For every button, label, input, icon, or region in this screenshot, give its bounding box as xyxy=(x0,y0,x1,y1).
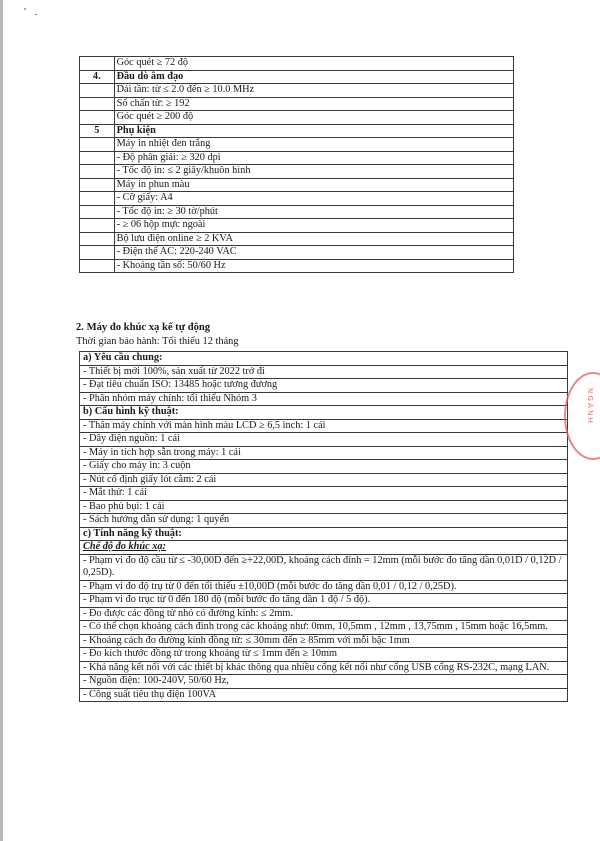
spec-cell: - Công suất tiêu thụ điện 100VA xyxy=(80,688,568,702)
table-row xyxy=(80,392,568,406)
table-row xyxy=(80,473,568,487)
spec-cell: - Phạm vi đo trục từ 0 đến 180 độ (mỗi bước đo tăng dần 1 độ / 5 độ). xyxy=(80,594,568,608)
row-number xyxy=(80,97,115,111)
spec-cell: Góc quét ≥ 200 độ xyxy=(114,111,513,125)
spec-cell: - Đo kích thước đồng tử trong khoảng từ ≤ 1mm đến ≥ 10mm xyxy=(80,648,568,662)
table-row xyxy=(80,124,514,138)
table-row xyxy=(80,97,514,111)
subsection-title-cell: Chế độ đo khúc xạ: xyxy=(80,541,568,555)
table-row xyxy=(80,487,568,501)
row-number xyxy=(80,57,115,71)
section-title-cell: b) Cấu hình kỹ thuật: xyxy=(80,406,568,420)
table-row xyxy=(80,70,514,84)
spec-cell: - Đạt tiêu chuẩn ISO: 13485 hoặc tương đương xyxy=(80,379,568,393)
table-row xyxy=(80,580,568,594)
spec-cell: - Có thể chọn khoảng cách đỉnh trong các khoảng như: 0mm, 10,5mm , 12mm , 13,75mm , 15mm hoặc 16,5mm. xyxy=(80,621,568,635)
table-row xyxy=(80,205,514,219)
table-row xyxy=(80,219,514,233)
spec-cell: - Bao phủ bụi: 1 cái xyxy=(80,500,568,514)
row-number xyxy=(80,219,115,233)
table-row xyxy=(80,138,514,152)
table-row xyxy=(80,178,514,192)
table-row xyxy=(80,406,568,420)
spec-cell: - Đo được các đồng tử nhỏ có đường kính: ≤ 2mm. xyxy=(80,607,568,621)
section-title-cell: a) Yêu cầu chung: xyxy=(80,352,568,366)
section-title-cell: Phụ kiện xyxy=(114,124,513,138)
scan-edge xyxy=(0,0,3,841)
spec-cell: - Thân máy chính với màn hình màu LCD ≥ 6,5 inch: 1 cái xyxy=(80,419,568,433)
section-heading: 2. Máy đo khúc xạ kế tự động xyxy=(76,322,211,333)
table-row xyxy=(80,648,568,662)
row-number xyxy=(80,165,115,179)
spec-table-refractometer xyxy=(79,351,568,702)
row-number: 5 xyxy=(80,124,115,138)
spec-cell: Số chấn tử: ≥ 192 xyxy=(114,97,513,111)
spec-cell: Máy in phun màu xyxy=(114,178,513,192)
spec-cell: - Khoảng tần số: 50/60 Hz xyxy=(114,259,513,273)
spec-cell: - Cỡ giấy: A4 xyxy=(114,192,513,206)
row-number xyxy=(80,138,115,152)
table-row xyxy=(80,500,568,514)
spec-cell: Máy in nhiệt đen trắng xyxy=(114,138,513,152)
spec-cell: - Tốc độ in: ≥ 30 tờ/phút xyxy=(114,205,513,219)
table-row xyxy=(80,527,568,541)
spec-cell: - Sách hướng dẫn sử dụng: 1 quyển xyxy=(80,514,568,528)
spec-table-body xyxy=(80,57,514,273)
table-row xyxy=(80,675,568,689)
table-row xyxy=(80,460,568,474)
row-number xyxy=(80,192,115,206)
spec-table-body xyxy=(80,352,568,702)
table-row xyxy=(80,352,568,366)
table-row xyxy=(80,541,568,555)
row-number xyxy=(80,84,115,98)
spec-cell: - Phạm vi đo độ cầu từ ≤ -30,00D đến ≥+22,00D, khoảng cách đỉnh = 12mm (mỗi bước đo tăng dần 0,01D / 0,12D / 0,25D). xyxy=(80,554,568,580)
corner-mark: ' . xyxy=(24,6,41,18)
table-row xyxy=(80,634,568,648)
table-row xyxy=(80,379,568,393)
table-row xyxy=(80,607,568,621)
table-row xyxy=(80,661,568,675)
table-row xyxy=(80,246,514,260)
table-row xyxy=(80,151,514,165)
spec-cell: - Phạm vi đo độ trụ từ 0 đến tối thiểu ±10,00D (mỗi bước đo tăng dần 0,01 / 0,12 / 0,25D). xyxy=(80,580,568,594)
spec-cell: - Thiết bị mới 100%, sản xuất từ 2022 trở đi xyxy=(80,365,568,379)
spec-cell: - Nguồn điện: 100-240V, 50/60 Hz, xyxy=(80,675,568,689)
table-row xyxy=(80,446,568,460)
table-row xyxy=(80,84,514,98)
row-number xyxy=(80,232,115,246)
spec-cell: - Tốc độ in: ≤ 2 giây/khuôn hình xyxy=(114,165,513,179)
table-row xyxy=(80,57,514,71)
row-number xyxy=(80,205,115,219)
stamp-lettering: N G À N H xyxy=(586,388,594,423)
spec-cell: Góc quét ≥ 72 độ xyxy=(114,57,513,71)
row-number xyxy=(80,178,115,192)
table-row xyxy=(80,554,568,580)
table-row xyxy=(80,621,568,635)
table-row xyxy=(80,433,568,447)
warranty-text: Thời gian bảo hành: Tối thiểu 12 tháng xyxy=(76,336,239,347)
row-number: 4. xyxy=(80,70,115,84)
row-number xyxy=(80,111,115,125)
spec-table-ultrasound xyxy=(79,56,514,273)
row-number xyxy=(80,151,115,165)
table-row xyxy=(80,259,514,273)
spec-cell: - Độ phân giải: ≥ 320 dpi xyxy=(114,151,513,165)
row-number xyxy=(80,259,115,273)
spec-cell: - Dây điện nguồn: 1 cái xyxy=(80,433,568,447)
table-row xyxy=(80,594,568,608)
spec-cell: - ≥ 06 hộp mực ngoài xyxy=(114,219,513,233)
section-title-cell: Đầu dò âm đạo xyxy=(114,70,513,84)
table-row xyxy=(80,688,568,702)
table-row xyxy=(80,419,568,433)
section-title-cell: c) Tính năng kỹ thuật: xyxy=(80,527,568,541)
red-seal-stamp xyxy=(564,372,600,460)
spec-cell: Dải tần: từ ≤ 2.0 đến ≥ 10.0 MHz xyxy=(114,84,513,98)
spec-cell: - Mắt thử: 1 cái xyxy=(80,487,568,501)
spec-cell: - Khoảng cách đo đường kính đồng tử: ≤ 30mm đến ≥ 85mm với mỗi bậc 1mm xyxy=(80,634,568,648)
table-row xyxy=(80,514,568,528)
table-row xyxy=(80,111,514,125)
table-row xyxy=(80,365,568,379)
table-row xyxy=(80,232,514,246)
spec-cell: - Khả năng kết nối với các thiết bị khác thông qua nhiều cổng kết nối như cổng USB cổng RS-232C, mạng LAN. xyxy=(80,661,568,675)
spec-cell: - Phân nhóm máy chính: tối thiểu Nhóm 3 xyxy=(80,392,568,406)
spec-cell: - Máy in tích hợp sẵn trong máy: 1 cái xyxy=(80,446,568,460)
spec-cell: - Giấy cho máy in: 3 cuộn xyxy=(80,460,568,474)
spec-cell: - Nút cố định giấy lót cằm: 2 cái xyxy=(80,473,568,487)
table-row xyxy=(80,165,514,179)
row-number xyxy=(80,246,115,260)
spec-cell: - Điện thế AC: 220-240 VAC xyxy=(114,246,513,260)
table-row xyxy=(80,192,514,206)
spec-cell: Bộ lưu điện online ≥ 2 KVA xyxy=(114,232,513,246)
